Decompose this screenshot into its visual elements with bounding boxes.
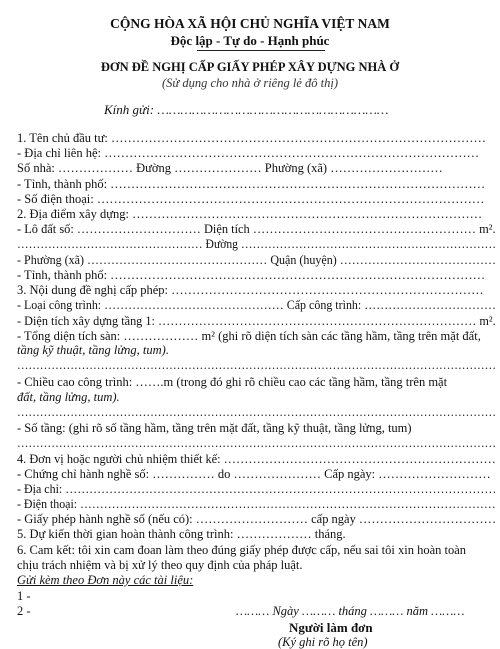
field-designer-phone: - Điện thoại: ……………………………………………………………………………………………	[17, 497, 496, 511]
field-phone: - Số điện thoại: …………………………………………………………………………………	[17, 192, 485, 206]
field-building-type: - Loại công trình: ……………………………………… Cấp công trình: ……………………………	[17, 298, 496, 312]
dotted-line-2: ………………………………………………………………………………………………………………	[17, 405, 496, 419]
field-build-location: 2. Địa điểm xây dựng: …………………………………………………………………………	[17, 207, 483, 221]
field-floor-count: - Số tầng: (ghi rõ số tầng hầm, tầng trên mặt đất, tầng kỹ thuật, tầng lửng, tum)	[17, 421, 412, 435]
field-province: - Tỉnh, thành phố: ………………………………………………………………………………	[17, 177, 486, 191]
field-owner-name: 1. Tên chủ đầu tư: ………………………………………………………………………………	[17, 131, 487, 145]
addressee-line: Kính gửi: ……………………………………………………	[104, 102, 389, 117]
field-certificate: - Chứng chỉ hành nghề số: …………… do ………………… Cấp ngày: ………………………	[17, 467, 491, 481]
national-motto: Độc lập - Tự do - Hạnh phúc	[170, 33, 330, 48]
field-building-height-note: đất, tầng lửng, tum).	[17, 390, 120, 404]
dotted-line-1: ………………………………………………………………………………………………………………	[17, 358, 496, 372]
signature-date: ……… Ngày ……… tháng ……… năm ………	[236, 604, 465, 618]
national-title: CỘNG HÒA XÃ HỘI CHỦ NGHĨA VIỆT NAM	[110, 16, 390, 31]
field-street: ………………………………………… Đường …………………………………………………………	[17, 237, 497, 251]
attachment-2: 2 -	[17, 604, 31, 618]
field-house-street-ward: Số nhà: ……………… Đường ………………… Phường (xã) ………………………	[17, 161, 443, 175]
signer-note: (Ký ghi rõ họ tên)	[278, 635, 368, 649]
field-designer-address: - Địa chỉ: ………………………………………………………………………………………………	[17, 482, 497, 496]
field-province-2: - Tỉnh, thành phố: ………………………………………………………………………………	[17, 268, 486, 282]
signer-label: Người làm đơn	[289, 620, 373, 635]
field-floor1-area: - Diện tích xây dựng tầng 1: …………………………………………………………………… m².	[17, 314, 496, 328]
form-title: ĐƠN ĐỀ NGHỊ CẤP GIẤY PHÉP XÂY DỰNG NHÀ Ở	[100, 60, 400, 74]
field-completion-time: 5. Dự kiến thời gian hoàn thành công trình: ……………… tháng.	[17, 527, 346, 541]
dotted-line-3: ………………………………………………………………………………………………………………	[17, 436, 496, 450]
field-practice-license: - Giấy phép hành nghề số (nếu có): ……………………… cấp ngày ……………………………	[17, 512, 497, 526]
field-permit-content: 3. Nội dung đề nghị cấp phép: …………………………………………………………………	[17, 283, 484, 297]
attachments-heading: Gửi kèm theo Đơn này các tài liệu:	[17, 573, 194, 587]
commitment-line-1: 6. Cam kết: tôi xin cam đoan làm theo đúng giấy phép được cấp, nếu sai tôi xin hoàn toàn	[17, 543, 467, 557]
field-ward-district: - Phường (xã) ……………………………………… Quận (huyện) …………………………………	[17, 253, 497, 267]
field-building-height: - Chiều cao công trình: …….m (trong đó ghi rõ chiều cao các tầng hầm, tầng trên mặt	[17, 375, 448, 389]
field-lot-area: - Lô đất số: ………………………… Diện tích ……………………………………………… m².	[17, 222, 496, 236]
field-total-floor-area-note: tầng kỹ thuật, tầng lửng, tum).	[17, 343, 169, 357]
motto-divider	[197, 50, 325, 51]
field-designer: 4. Đơn vị hoặc người chủ nhiệm thiết kế: …………………………………………………………	[17, 452, 496, 466]
attachment-1: 1 -	[17, 589, 31, 603]
field-total-floor-area: - Tổng diện tích sàn: ……………… m² (ghi rõ diện tích sàn các tầng hầm, tầng trên mặt đất,	[17, 329, 481, 343]
form-subtitle: (Sử dụng cho nhà ở riêng lẻ đô thị)	[162, 76, 338, 90]
commitment-line-2: chịu trách nhiệm và bị xử lý theo quy định của pháp luật.	[17, 558, 303, 572]
field-contact-address: - Địa chỉ liên hệ: ………………………………………………………………………………	[17, 146, 480, 160]
